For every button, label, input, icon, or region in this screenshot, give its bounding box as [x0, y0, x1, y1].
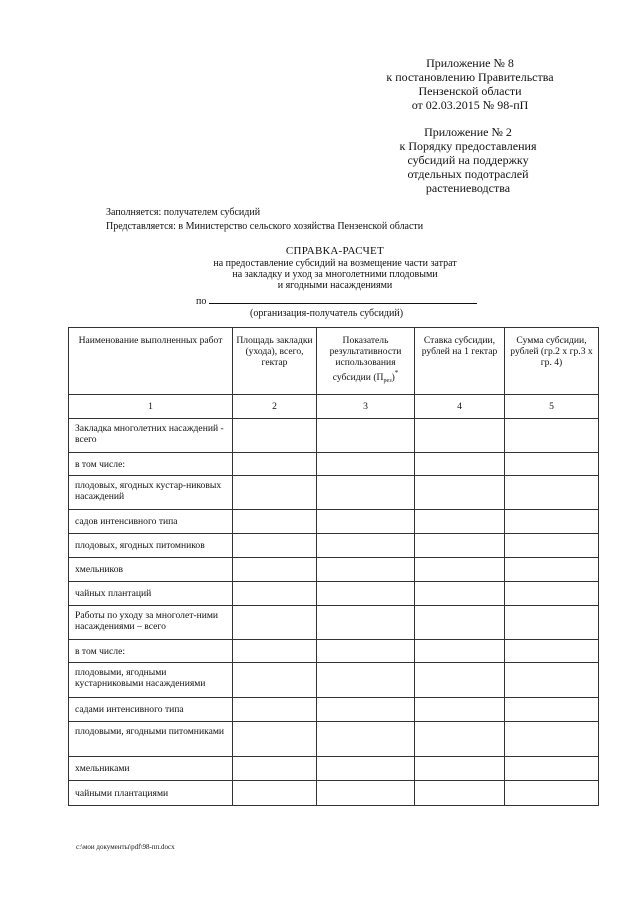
rate-cell[interactable]: [415, 582, 505, 606]
table-row: [69, 419, 599, 453]
header-subsidy-amount: Сумма субсидии, рублей (гр.2 х гр.3 х гр. 4): [505, 328, 599, 395]
area-cell[interactable]: [233, 698, 317, 722]
organization-blank-line[interactable]: [209, 294, 477, 304]
table-row: [69, 476, 599, 510]
area-cell[interactable]: [233, 453, 317, 476]
area-cell[interactable]: [233, 510, 317, 534]
table-row: [69, 510, 599, 534]
header-indicator-text: Показатель результативности использования субсидии (П: [329, 335, 402, 383]
subsidy-calculation-table: [68, 327, 599, 806]
row-label: Работы по уходу за многолет-ними насаждениями – всего: [69, 606, 233, 640]
amount-cell[interactable]: [505, 453, 599, 476]
area-cell[interactable]: [233, 757, 317, 781]
appendix-2-line: субсидий на поддержку: [407, 153, 529, 167]
table-header-row: [69, 328, 599, 395]
rate-cell[interactable]: [415, 534, 505, 558]
rate-cell[interactable]: [415, 606, 505, 640]
indicator-cell[interactable]: [317, 640, 415, 663]
row-label: чайных плантаций: [69, 582, 233, 606]
amount-cell[interactable]: [505, 663, 599, 698]
indicator-cell[interactable]: [317, 698, 415, 722]
appendix-8-line: Приложение № 8: [426, 56, 514, 70]
appendix-2-line: к Порядку предоставления: [399, 139, 537, 153]
table-row: [69, 640, 599, 663]
header-performance-indicator: [317, 328, 415, 395]
header-rate: Ставка субсидии, рублей на 1 гектар: [415, 328, 505, 395]
amount-cell[interactable]: [505, 510, 599, 534]
area-cell[interactable]: [233, 419, 317, 453]
column-number: 2: [233, 395, 317, 419]
table-row: [69, 606, 599, 640]
rate-cell[interactable]: [415, 663, 505, 698]
header-indicator-close: ): [391, 372, 395, 383]
amount-cell[interactable]: [505, 534, 599, 558]
amount-cell[interactable]: [505, 698, 599, 722]
table-row: [69, 757, 599, 781]
indicator-cell[interactable]: [317, 781, 415, 806]
area-cell[interactable]: [233, 722, 317, 757]
row-label: плодовыми, ягодными питомниками: [69, 722, 233, 757]
amount-cell[interactable]: [505, 722, 599, 757]
row-label: плодовых, ягодных кустар-никовых насаждений: [69, 476, 233, 510]
document-subtitle: [150, 258, 520, 291]
document-title: СПРАВКА-РАСЧЕТ: [285, 245, 385, 257]
row-label: в том числе:: [69, 453, 233, 476]
appendix-8-header: [340, 56, 600, 112]
subtitle-line: на закладку и уход за многолетними плодовыми: [232, 269, 438, 280]
filled-by-note: Заполняется: получателем субсидий: [106, 207, 261, 218]
table-row: [69, 534, 599, 558]
amount-cell[interactable]: [505, 476, 599, 510]
table-row: [69, 453, 599, 476]
organization-prefix: по: [196, 296, 207, 307]
appendix-2-header: [338, 125, 598, 195]
footer-file-path: c:\мои документы\pdf\98-пп.docx: [76, 843, 175, 851]
amount-cell[interactable]: [505, 419, 599, 453]
row-label: Закладка многолетних насаждений - всего: [69, 419, 233, 453]
subtitle-line: и ягодными насаждениями: [277, 280, 393, 291]
rate-cell[interactable]: [415, 781, 505, 806]
appendix-2-line: отдельных подотраслей: [407, 167, 529, 181]
rate-cell[interactable]: [415, 757, 505, 781]
presented-to-note: Представляется: в Министерство сельского хозяйства Пензенской области: [106, 221, 424, 232]
indicator-cell[interactable]: [317, 558, 415, 582]
column-number: 5: [505, 395, 599, 419]
indicator-cell[interactable]: [317, 510, 415, 534]
table-row: [69, 663, 599, 698]
rate-cell[interactable]: [415, 640, 505, 663]
row-label: плодовыми, ягодными кустарниковыми насаждениями: [69, 663, 233, 698]
subtitle-line: на предоставление субсидий на возмещение части затрат: [213, 258, 457, 269]
indicator-cell[interactable]: [317, 582, 415, 606]
rate-cell[interactable]: [415, 558, 505, 582]
area-cell[interactable]: [233, 640, 317, 663]
area-cell[interactable]: [233, 534, 317, 558]
row-label: садов интенсивного типа: [69, 510, 233, 534]
area-cell[interactable]: [233, 582, 317, 606]
area-cell[interactable]: [233, 781, 317, 806]
indicator-cell[interactable]: [317, 419, 415, 453]
amount-cell[interactable]: [505, 606, 599, 640]
appendix-8-line: Пензенской области: [418, 84, 522, 98]
rate-cell[interactable]: [415, 419, 505, 453]
rate-cell[interactable]: [415, 698, 505, 722]
indicator-cell[interactable]: [317, 606, 415, 640]
row-label: садами интенсивного типа: [69, 698, 233, 722]
indicator-cell[interactable]: [317, 476, 415, 510]
row-label: чайными плантациями: [69, 781, 233, 806]
table-row: [69, 558, 599, 582]
area-cell[interactable]: [233, 606, 317, 640]
indicator-cell[interactable]: [317, 453, 415, 476]
organization-field: [196, 294, 477, 308]
amount-cell[interactable]: [505, 558, 599, 582]
table-row: [69, 722, 599, 757]
amount-cell[interactable]: [505, 781, 599, 806]
table-row: [69, 781, 599, 806]
indicator-cell[interactable]: [317, 663, 415, 698]
amount-cell[interactable]: [505, 640, 599, 663]
rate-cell[interactable]: [415, 476, 505, 510]
organization-caption: (организация-получатель субсидий): [250, 308, 404, 319]
table-row: [69, 582, 599, 606]
column-number-row: [69, 395, 599, 419]
table-row: [69, 698, 599, 722]
row-label: плодовых, ягодных питомников: [69, 534, 233, 558]
header-work-name: Наименование выполненных работ: [69, 328, 233, 395]
column-number: 1: [69, 395, 233, 419]
area-cell[interactable]: [233, 663, 317, 698]
header-indicator-footnote-mark: *: [394, 369, 399, 377]
appendix-8-line: к постановлению Правительства: [386, 70, 554, 84]
appendix-8-line: от 02.03.2015 № 98-пП: [411, 98, 529, 112]
column-number: 3: [317, 395, 415, 419]
area-cell[interactable]: [233, 558, 317, 582]
appendix-2-line: Приложение № 2: [424, 125, 512, 139]
header-area: Площадь закладки (ухода), всего, гектар: [233, 328, 317, 395]
rate-cell[interactable]: [415, 453, 505, 476]
row-label: в том числе:: [69, 640, 233, 663]
row-label: хмельниками: [69, 757, 233, 781]
header-indicator-subscript: рез: [383, 378, 392, 384]
row-label: хмельников: [69, 558, 233, 582]
area-cell[interactable]: [233, 476, 317, 510]
indicator-cell[interactable]: [317, 534, 415, 558]
column-number: 4: [415, 395, 505, 419]
amount-cell[interactable]: [505, 757, 599, 781]
rate-cell[interactable]: [415, 510, 505, 534]
amount-cell[interactable]: [505, 582, 599, 606]
appendix-2-line: растениеводства: [425, 181, 511, 195]
rate-cell[interactable]: [415, 722, 505, 757]
indicator-cell[interactable]: [317, 757, 415, 781]
indicator-cell[interactable]: [317, 722, 415, 757]
